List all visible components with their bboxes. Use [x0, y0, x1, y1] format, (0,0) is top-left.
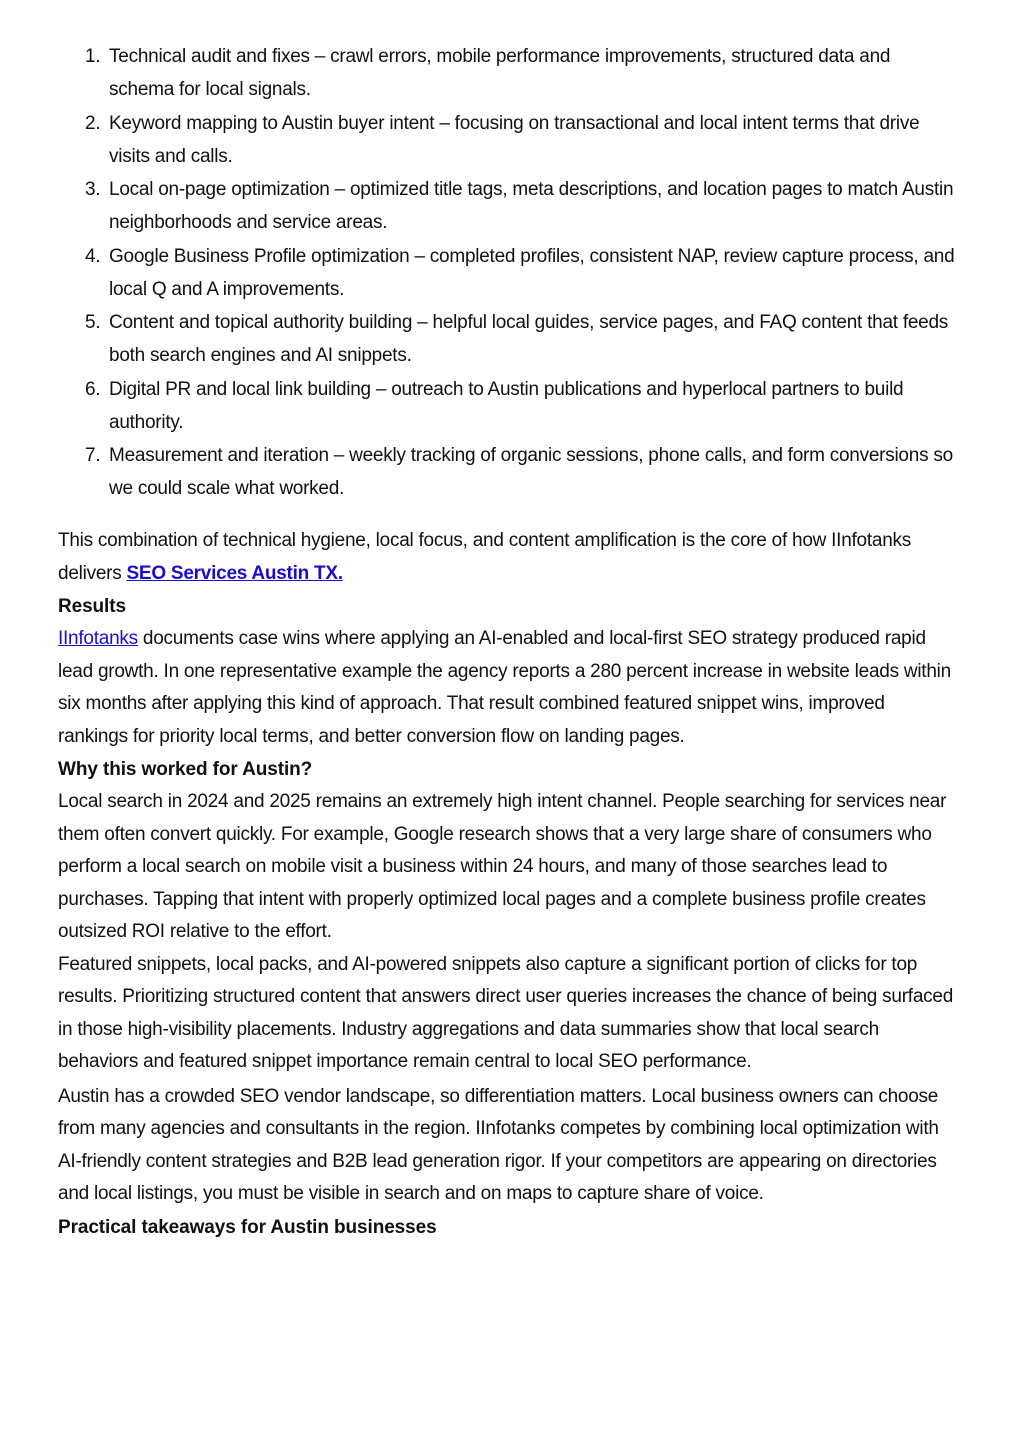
- list-number: 3.: [85, 179, 101, 200]
- list-item-text: Google Business Profile optimization – completed profiles, consistent NAP, review capture process, and local Q and A improvements.: [109, 245, 955, 300]
- list-number: 4.: [85, 245, 101, 267]
- why-heading: Why this worked for Austin?: [58, 759, 313, 780]
- list-item: [85, 40, 958, 106]
- list-item-text: Digital PR and local link building – outreach to Austin publications and hyperlocal partners to build authority.: [109, 378, 904, 433]
- results-heading: Results: [58, 596, 126, 617]
- list-item-text: Technical audit and fixes – crawl errors, mobile performance improvements, structured data and schema for local signals.: [109, 46, 891, 100]
- seo-services-austin-link[interactable]: SEO Services Austin TX.: [126, 562, 343, 584]
- list-number: 2.: [85, 112, 101, 134]
- summary-text: This combination of technical hygiene, local focus, and content amplification is the core of how IInfotanks delivers: [58, 530, 912, 584]
- summary-paragraph: [58, 525, 958, 590]
- list-item: [85, 173, 958, 239]
- list-item-text: Content and topical authority building – helpful local guides, service pages, and FAQ content that feeds both search engines and AI snippets.: [109, 312, 949, 366]
- why-paragraph-featured-snippets: Featured snippets, local packs, and AI-powered snippets also capture a significant portion of clicks for top results. Prioritizing structured content that answers direct user queries increases the chance of being surfaced in those high-visibility placements. Industry aggregations and data summaries show that local search behaviors and featured snippet importance remain central to local SEO performance.: [58, 953, 954, 1072]
- list-number: 1.: [85, 46, 101, 67]
- results-text: documents case wins where applying an AI-enabled and local-first SEO strategy produced rapid lead growth. In one representative example the agency reports a 280 percent increase in website leads within six months after applying this kind of approach. That result combined featured snippet wins, improved rankings for priority local terms, and better conversion flow on landing pages.: [58, 628, 951, 747]
- document-page: [58, 40, 958, 1244]
- list-item-text: Keyword mapping to Austin buyer intent – focusing on transactional and local intent terms that drive visits and calls.: [109, 112, 920, 167]
- list-item: [85, 240, 958, 306]
- list-item: [85, 439, 958, 505]
- list-number: 7.: [85, 445, 101, 466]
- list-number: 6.: [85, 378, 101, 400]
- list-item-text: Measurement and iteration – weekly tracking of organic sessions, phone calls, and form conversions so we could scale what worked.: [109, 445, 953, 499]
- list-number: 5.: [85, 312, 101, 333]
- strategy-steps-list: [58, 40, 958, 505]
- list-item: [85, 107, 958, 173]
- list-item: [85, 373, 958, 439]
- why-paragraph-local-search: Local search in 2024 and 2025 remains an extremely high intent channel. People searching for services near them often convert quickly. For example, Google research shows that a very large share of consumers who perform a local search on mobile visit a business within 24 hours, and many of those searches lead to purchases. Tapping that intent with properly optimized local pages and a complete business profile creates outsized ROI relative to the effort.: [58, 791, 947, 942]
- list-item-text: Local on-page optimization – optimized title tags, meta descriptions, and location pages to match Austin neighborhoods and service areas.: [109, 179, 954, 233]
- iinfotanks-link[interactable]: IInfotanks: [58, 628, 138, 649]
- list-item: [85, 306, 958, 372]
- why-paragraph-vendor-landscape: Austin has a crowded SEO vendor landscape, so differentiation matters. Local business owners can choose from many agencies and consultants in the region. IInfotanks competes by combining local optimization with AI-friendly content strategies and B2B lead generation rigor. If your competitors are appearing on directories and local listings, you must be visible in search and on maps to capture share of voice.: [58, 1085, 939, 1204]
- takeaways-heading: Practical takeaways for Austin businesses: [58, 1216, 437, 1238]
- results-paragraph: [58, 623, 958, 753]
